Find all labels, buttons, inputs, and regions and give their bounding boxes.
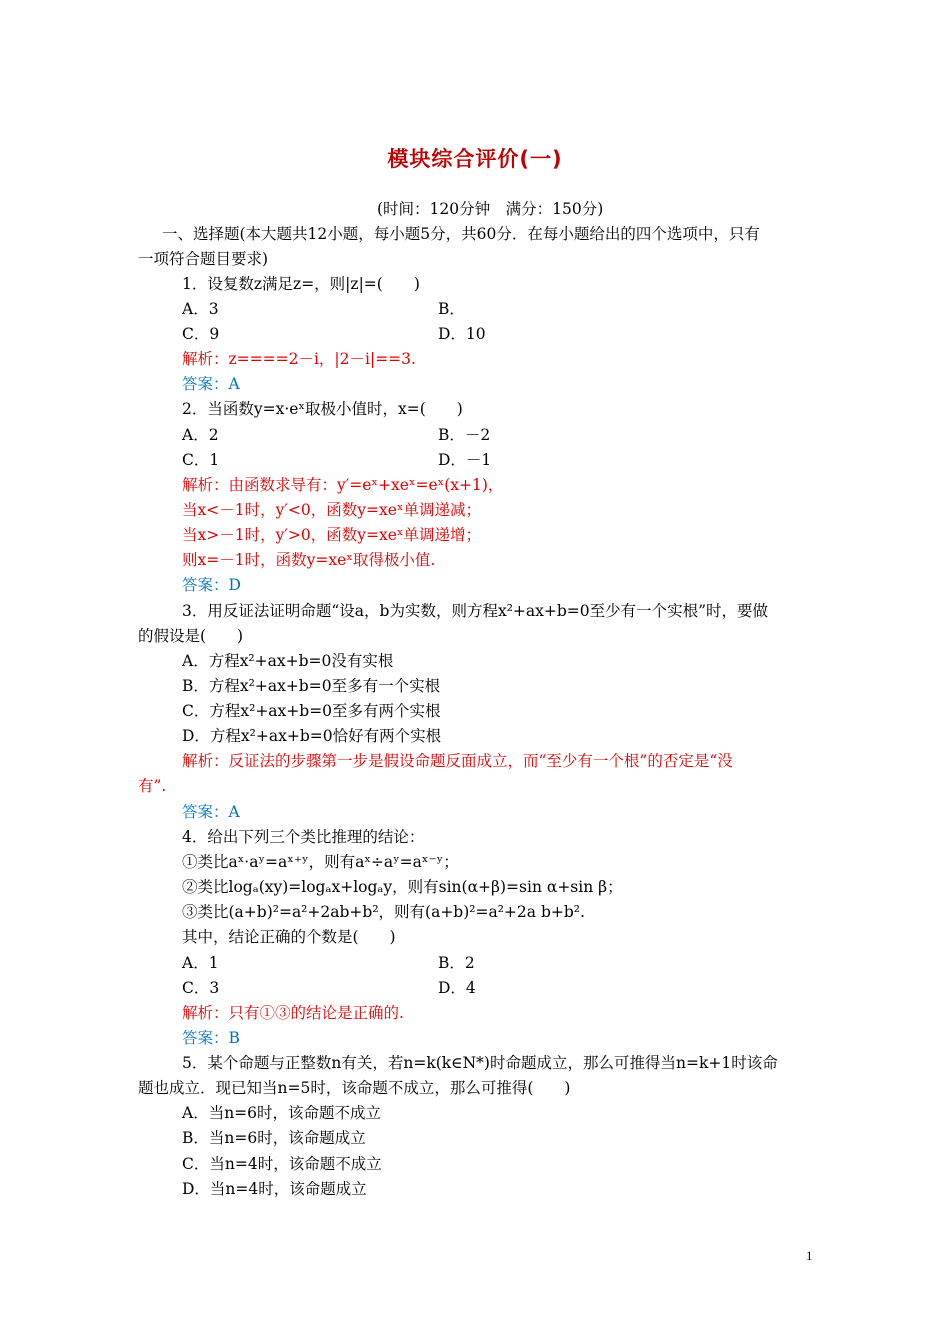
q4-answer: 答案：B — [182, 1029, 240, 1047]
q4-analysis: 解析：只有①③的结论是正确的. — [182, 1004, 404, 1022]
q2-answer: 答案：D — [182, 576, 241, 594]
q2-analysis-line-3: 当x>－1时，y′>0，函数y=xeˣ单调递增； — [182, 526, 481, 544]
q2-option-a: A．2 — [182, 426, 219, 444]
q5-option-b: B．当n=6时，该命题成立 — [182, 1129, 366, 1147]
q4-option-a: A．1 — [182, 954, 219, 972]
q2-analysis-line-1: 解析：由函数求导有：y′=eˣ+xeˣ=eˣ(x+1)， — [182, 476, 504, 494]
q4-item-3: ③类比(a+b)²=a²+2ab+b²，则有(a+b)²=a²+2a b+b². — [182, 903, 585, 921]
q3-analysis-line-2: 有”. — [138, 777, 167, 795]
q2-option-c: C．1 — [182, 451, 220, 469]
q3-option-c: C．方程x²+ax+b=0至多有两个实根 — [182, 702, 441, 720]
q5-stem-line-2: 题也成立．现已知当n=5时，该命题不成立，那么可推得( ) — [138, 1079, 571, 1097]
q1-stem: 1．设复数z满足z=，则|z|=( ) — [182, 275, 420, 293]
q3-stem-line-2: 的假设是( ) — [138, 627, 244, 645]
exam-meta: (时间：120分钟 满分：150分) — [377, 200, 604, 218]
q4-item-1: ①类比aˣ·aʸ=aˣ⁺ʸ，则有aˣ÷aʸ=aˣ⁻ʸ； — [182, 853, 459, 871]
q3-option-b: B．方程x²+ax+b=0至多有一个实根 — [182, 677, 441, 695]
q5-option-a: A．当n=6时，该命题不成立 — [182, 1104, 382, 1122]
q5-option-d: D．当n=4时，该命题成立 — [182, 1180, 367, 1198]
q3-analysis-line-1: 解析：反证法的步骤第一步是假设命题反面成立，而“至少有一个根”的否定是“没 — [182, 752, 733, 770]
q1-option-b: B． — [438, 300, 465, 318]
q2-option-b: B．－2 — [438, 426, 491, 444]
q3-stem-line-1: 3．用反证法证明命题“设a，b为实数，则方程x²+ax+b=0至少有一个实根”时，要做 — [182, 602, 769, 620]
q4-item-2: ②类比logₐ(xy)=logₐx+logₐy，则有sin(α+β)=sin α+sin β； — [182, 878, 623, 896]
section-header-line-1: 一、选择题(本大题共12小题，每小题5分，共60分．在每小题给出的四个选项中，只有 — [162, 225, 760, 243]
q1-option-d: D．10 — [438, 325, 486, 343]
q4-option-d: D．4 — [438, 979, 476, 997]
q1-option-a: A．3 — [182, 300, 219, 318]
q2-analysis-line-2: 当x<－1时，y′<0，函数y=xeˣ单调递减； — [182, 501, 481, 519]
q3-answer: 答案：A — [182, 803, 240, 821]
q1-analysis: 解析：z====2－i，|2－i|==3. — [182, 350, 416, 368]
q2-option-d: D．－1 — [438, 451, 492, 469]
section-header-line-2: 一项符合题目要求) — [138, 250, 269, 268]
q4-option-b: B．2 — [438, 954, 475, 972]
q4-option-c: C．3 — [182, 979, 220, 997]
q1-answer: 答案：A — [182, 375, 240, 393]
q5-stem-line-1: 5．某个命题与正整数n有关，若n=k(k∈N*)时命题成立，那么可推得当n=k+1时该命 — [182, 1054, 778, 1072]
q5-option-c: C．当n=4时，该命题不成立 — [182, 1155, 382, 1173]
q4-ask: 其中，结论正确的个数是( ) — [182, 928, 396, 946]
q2-stem: 2．当函数y=x·eˣ取极小值时，x=( ) — [182, 400, 463, 418]
page-number: 1 — [806, 1248, 813, 1263]
q3-option-d: D．方程x²+ax+b=0恰好有两个实根 — [182, 727, 442, 745]
q4-stem: 4．给出下列三个类比推理的结论： — [182, 828, 425, 846]
q2-analysis-line-4: 则x=－1时，函数y=xeˣ取得极小值. — [182, 551, 436, 569]
q3-option-a: A．方程x²+ax+b=0没有实根 — [182, 652, 394, 670]
q1-option-c: C．9 — [182, 325, 220, 343]
page-title: 模块综合评价(一) — [387, 147, 563, 171]
